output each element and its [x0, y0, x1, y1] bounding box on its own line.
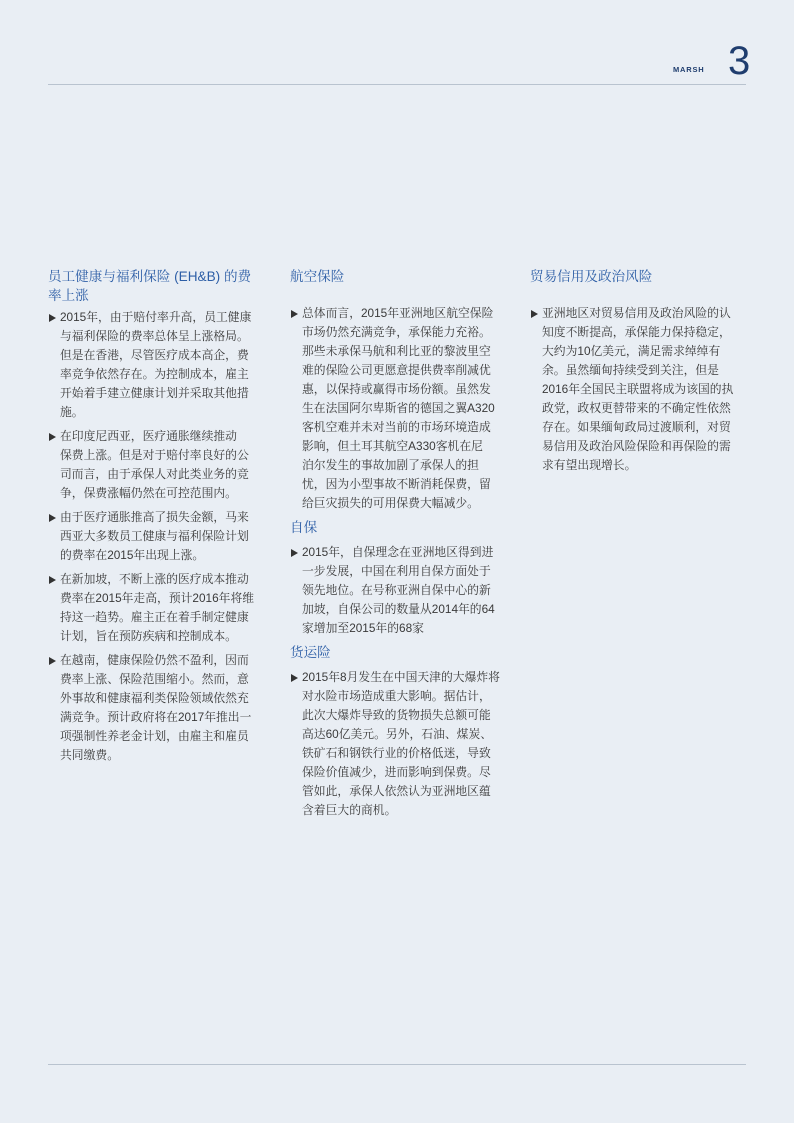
bullet-text [542, 304, 746, 475]
triangle-right-icon [291, 549, 298, 557]
text-line: 共同缴费。 [60, 748, 119, 762]
text-line: 此次大爆炸导致的货物损失总额可能 [302, 708, 491, 722]
text-line: 司而言，由于承保人对此类业务的竞 [60, 467, 249, 481]
bullet-text [60, 427, 264, 503]
bullet-list [290, 668, 506, 820]
text-line: 与福利保险的费率总体呈上涨格局。 [60, 329, 249, 343]
brand-logo: MARSH [673, 65, 705, 74]
heading-line: 率上涨 [48, 288, 89, 303]
section-heading [530, 267, 746, 301]
triangle-right-icon [291, 674, 298, 682]
text-line: 知度不断提高，承保能力保持稳定， [542, 325, 731, 339]
bullet-item [290, 668, 506, 820]
bullet-item [290, 543, 506, 638]
section-cargo [290, 643, 506, 820]
text-line: 给巨灾损失的可用保费大幅减少。 [302, 496, 479, 510]
bullet-item [48, 427, 264, 503]
bullet-list [290, 543, 506, 638]
heading-line: 贸易信用及政治风险 [530, 269, 653, 284]
text-line: 高达60亿美元。另外，石油、煤炭、 [302, 727, 493, 741]
text-line: 的费率在2015年出现上涨。 [60, 548, 205, 562]
text-line: 难的保险公司更愿意提供费率削减优 [302, 363, 491, 377]
bullet-text [302, 543, 506, 638]
bullet-text [60, 570, 264, 646]
heading-line: 自保 [290, 520, 318, 535]
text-line: 余。虽然缅甸持续受到关注，但是 [542, 363, 719, 377]
text-line: 保费上涨。但是对于赔付率良好的公 [60, 448, 249, 462]
footer-divider [48, 1064, 746, 1065]
text-line: 率竞争依然存在。为控制成本，雇主 [60, 367, 249, 381]
text-line: 2015年8月发生在中国天津的大爆炸将 [302, 670, 500, 684]
bullet-text [302, 304, 506, 513]
text-line: 2015年，由于赔付率升高，员工健康 [60, 310, 252, 324]
text-line: 在印度尼西亚，医疗通胀继续推动 [60, 429, 237, 443]
text-line: 含着巨大的商机。 [302, 803, 397, 817]
bullet-list [290, 304, 506, 513]
text-line: 但是在香港，尽管医疗成本高企，费 [60, 348, 249, 362]
triangle-right-icon [49, 514, 56, 522]
text-line: 开始着手建立健康计划并采取其他措 [60, 386, 249, 400]
section-aviation [290, 267, 506, 513]
text-line: 费率在2015年走高，预计2016年将维 [60, 591, 255, 605]
section-employee-health-benefits [48, 267, 264, 765]
bullet-text [60, 308, 264, 422]
text-line: 惠，以保持或赢得市场份额。虽然发 [302, 382, 491, 396]
text-line: 存在。如果缅甸政局过渡顺利，对贸 [542, 420, 731, 434]
column-2 [290, 267, 506, 820]
text-line: 铁矿石和钢铁行业的价格低迷，导致 [302, 746, 491, 760]
bullet-text [302, 668, 506, 820]
bullet-item [530, 304, 746, 475]
column-3 [530, 267, 746, 475]
section-heading [48, 267, 264, 305]
text-line: 大约为10亿美元，满足需求绰绰有 [542, 344, 721, 358]
text-line: 保险价值减少，进而影响到保费。尽 [302, 765, 491, 779]
bullet-item [48, 651, 264, 765]
triangle-right-icon [49, 314, 56, 322]
text-line: 争，保费涨幅仍然在可控范围内。 [60, 486, 237, 500]
text-line: 2015年，自保理念在亚洲地区得到进 [302, 545, 494, 559]
text-line: 施。 [60, 405, 84, 419]
text-line: 项强制性养老金计划，由雇主和雇员 [60, 729, 249, 743]
text-line: 生在法国阿尔卑斯省的德国之翼A320 [302, 401, 495, 415]
text-line: 家增加至2015年的68家 [302, 621, 424, 635]
bullet-text [60, 651, 264, 765]
text-line: 在新加坡，不断上涨的医疗成本推动 [60, 572, 249, 586]
text-line: 由于医疗通胀推高了损失金额，马来 [60, 510, 249, 524]
text-line: 影响，但土耳其航空A330客机在尼 [302, 439, 483, 453]
text-line: 持这一趋势。雇主正在着手制定健康 [60, 610, 249, 624]
header-divider [48, 84, 746, 85]
text-line: 西亚大多数员工健康与福利保险计划 [60, 529, 249, 543]
text-line: 政党，政权更替带来的不确定性依然 [542, 401, 731, 415]
text-line: 2016年全国民主联盟将成为该国的执 [542, 382, 734, 396]
heading-line: 货运险 [290, 645, 331, 660]
text-line: 费率上涨、保险范围缩小。然而，意 [60, 672, 249, 686]
text-line: 管如此，承保人依然认为亚洲地区蕴 [302, 784, 491, 798]
bullet-item [48, 308, 264, 422]
bullet-text [60, 508, 264, 565]
triangle-right-icon [291, 310, 298, 318]
section-heading [290, 267, 506, 301]
text-line: 领先地位。在号称亚洲自保中心的新 [302, 583, 491, 597]
text-line: 计划，旨在预防疾病和控制成本。 [60, 629, 237, 643]
triangle-right-icon [531, 310, 538, 318]
page-number: 3 [728, 39, 751, 83]
text-line: 亚洲地区对贸易信用及政治风险的认 [542, 306, 731, 320]
section-heading [290, 643, 506, 662]
text-line: 客机空难并未对当前的市场环境造成 [302, 420, 491, 434]
text-line: 对水险市场造成重大影响。据估计， [302, 689, 491, 703]
text-line: 满竞争。预计政府将在2017年推出一 [60, 710, 252, 724]
heading-line: 员工健康与福利保险 (EH&B) 的费 [48, 269, 252, 284]
triangle-right-icon [49, 657, 56, 665]
bullet-item [48, 570, 264, 646]
bullet-list [48, 308, 264, 765]
bullet-list [530, 304, 746, 475]
section-heading [290, 518, 506, 537]
text-line: 易信用及政治风险保险和再保险的需 [542, 439, 731, 453]
text-line: 总体而言，2015年亚洲地区航空保险 [302, 306, 494, 320]
text-line: 忧，因为小型事故不断消耗保费，留 [302, 477, 491, 491]
text-line: 在越南，健康保险仍然不盈利，因而 [60, 653, 249, 667]
text-line: 求有望出现增长。 [542, 458, 637, 472]
triangle-right-icon [49, 576, 56, 584]
text-line: 一步发展，中国在利用自保方面处于 [302, 564, 491, 578]
section-captive [290, 518, 506, 638]
text-line: 泊尔发生的事故加剧了承保人的担 [302, 458, 479, 472]
text-line: 外事故和健康福利类保险领域依然充 [60, 691, 249, 705]
bullet-item [48, 508, 264, 565]
text-line: 那些未承保马航和利比亚的黎波里空 [302, 344, 491, 358]
heading-line: 航空保险 [290, 269, 345, 284]
text-line: 市场仍然充满竞争，承保能力充裕。 [302, 325, 491, 339]
bullet-item [290, 304, 506, 513]
text-line: 加坡，自保公司的数量从2014年的64 [302, 602, 495, 616]
section-trade-credit-political-risk [530, 267, 746, 475]
triangle-right-icon [49, 433, 56, 441]
column-1 [48, 267, 264, 765]
